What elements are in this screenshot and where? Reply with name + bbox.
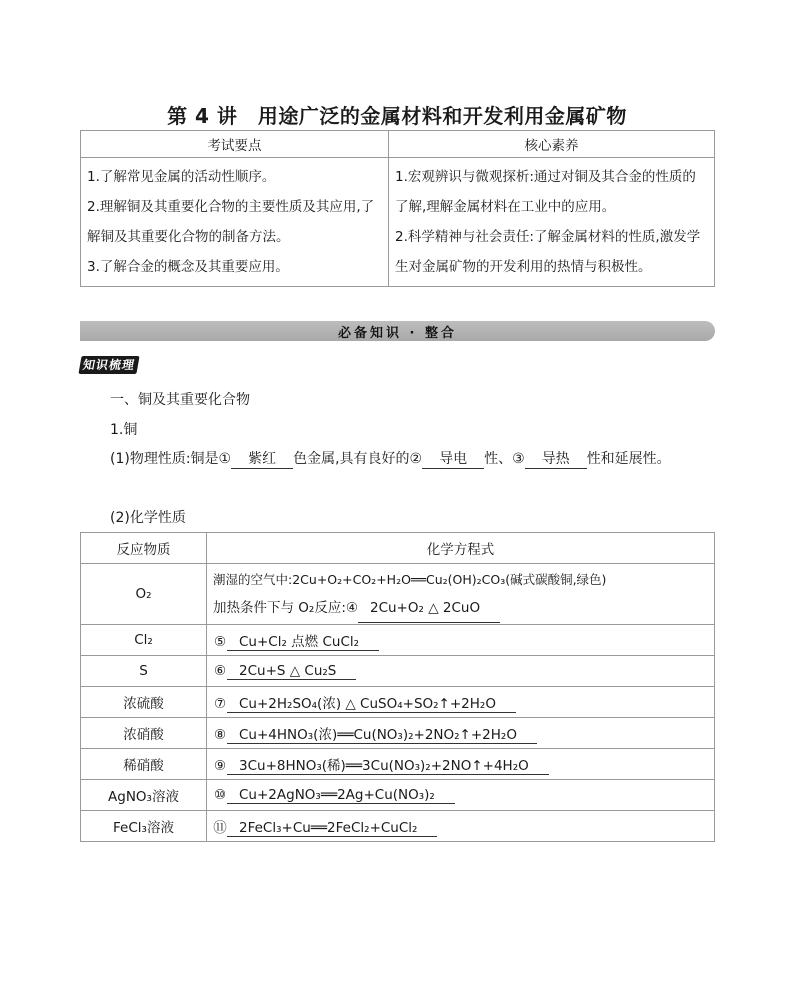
header-equation: 化学方程式 [207,533,715,564]
equation-cell: ⑤ Cu+Cl₂ 点燃 CuCl₂ [207,625,715,656]
exam-point: 2.理解铜及其重要化合物的主要性质及其应用,了解铜及其重要化合物的制备方法。 [87,199,375,245]
exam-point: 1.了解常见金属的活动性顺序。 [87,169,276,185]
equation-answer: Cu+2H₂SO₄(浓) △ CuSO₄+SO₂↑+2H₂O [227,692,516,713]
header-reactant: 反应物质 [81,533,207,564]
equation-cell: ⑩ Cu+2AgNO₃══2Ag+Cu(NO₃)₂ [207,780,715,811]
reactant-cell: S [81,656,207,687]
reaction-table [80,532,715,842]
exam-points-cell [81,158,389,287]
page-title: 第 4 讲 用途广泛的金属材料和开发利用金属矿物 [167,104,627,128]
chemical-heading: (2)化学性质 [110,510,186,526]
literacy-point: 2.科学精神与社会责任:了解金属材料的性质,激发学生对金属矿物的开发利用的热情与积极性。 [395,229,701,275]
equation-answer: Cu+Cl₂ 点燃 CuCl₂ [227,630,379,651]
exam-point: 3.了解合金的概念及其重要应用。 [87,259,289,275]
objectives-table [80,130,715,287]
section-heading: 一、铜及其重要化合物 [110,392,250,408]
literacy-cell [389,158,715,287]
banner-label: 必备知识 · 整合 [338,326,457,341]
equation-answer: 2Cu+O₂ △ 2CuO [358,594,500,623]
equation-cell: ⑦ Cu+2H₂SO₄(浓) △ CuSO₄+SO₂↑+2H₂O [207,687,715,718]
reactant-cell: 浓硫酸 [81,687,207,718]
equation-answer: 3Cu+8HNO₃(稀)══3Cu(NO₃)₂+2NO↑+4H₂O [227,754,549,775]
equation-text: 潮湿的空气中:2Cu+O₂+CO₂+H₂O══Cu₂(OH)₂CO₃(碱式碳酸铜,绿色) [213,571,607,587]
equation-answer: 2Cu+S △ Cu₂S [227,663,356,680]
reactant-cell: 稀硝酸 [81,749,207,780]
answer-blank: 紫红 [231,448,293,469]
equation-cell: ⑥ 2Cu+S △ Cu₂S [207,656,715,687]
answer-blank: 导热 [525,448,587,469]
equation-answer: Cu+4HNO₃(浓)══Cu(NO₃)₂+2NO₂↑+2H₂O [227,723,537,744]
sub-heading: 1.铜 [110,422,138,438]
objectives-header-exam: 考试要点 [81,131,389,158]
equation-cell: ⑪ 2FeCl₃+Cu══2FeCl₂+CuCl₂ [207,811,715,842]
reactant-cell: O₂ [81,564,207,625]
literacy-point: 1.宏观辨识与微观探析:通过对铜及其合金的性质的了解,理解金属材料在工业中的应用。 [395,169,696,215]
knowledge-badge: 知识梳理 [78,356,139,374]
section-banner [80,321,715,341]
equation-cell: ⑧ Cu+4HNO₃(浓)══Cu(NO₃)₂+2NO₂↑+2H₂O [207,718,715,749]
physical-properties: (1)物理性质:铜是① 紫红 色金属,具有良好的② 导电 性、③ 导热 性和延展性。 [110,448,671,469]
reactant-cell: AgNO₃溶液 [81,780,207,811]
equation-answer: Cu+2AgNO₃══2Ag+Cu(NO₃)₂ [227,787,455,804]
answer-blank: 导电 [422,448,484,469]
equation-cell: ⑨ 3Cu+8HNO₃(稀)══3Cu(NO₃)₂+2NO↑+4H₂O [207,749,715,780]
equation-answer: 2FeCl₃+Cu══2FeCl₂+CuCl₂ [227,820,437,837]
reactant-cell: 浓硝酸 [81,718,207,749]
equation-cell: 潮湿的空气中:2Cu+O₂+CO₂+H₂O══Cu₂(OH)₂CO₃(碱式碳酸铜,绿色) 加热条件下与 O₂反应:④ 2Cu+O₂ △ 2CuO [207,564,715,625]
reactant-cell: FeCl₃溶液 [81,811,207,842]
reactant-cell: Cl₂ [81,625,207,656]
objectives-header-literacy: 核心素养 [389,131,715,158]
